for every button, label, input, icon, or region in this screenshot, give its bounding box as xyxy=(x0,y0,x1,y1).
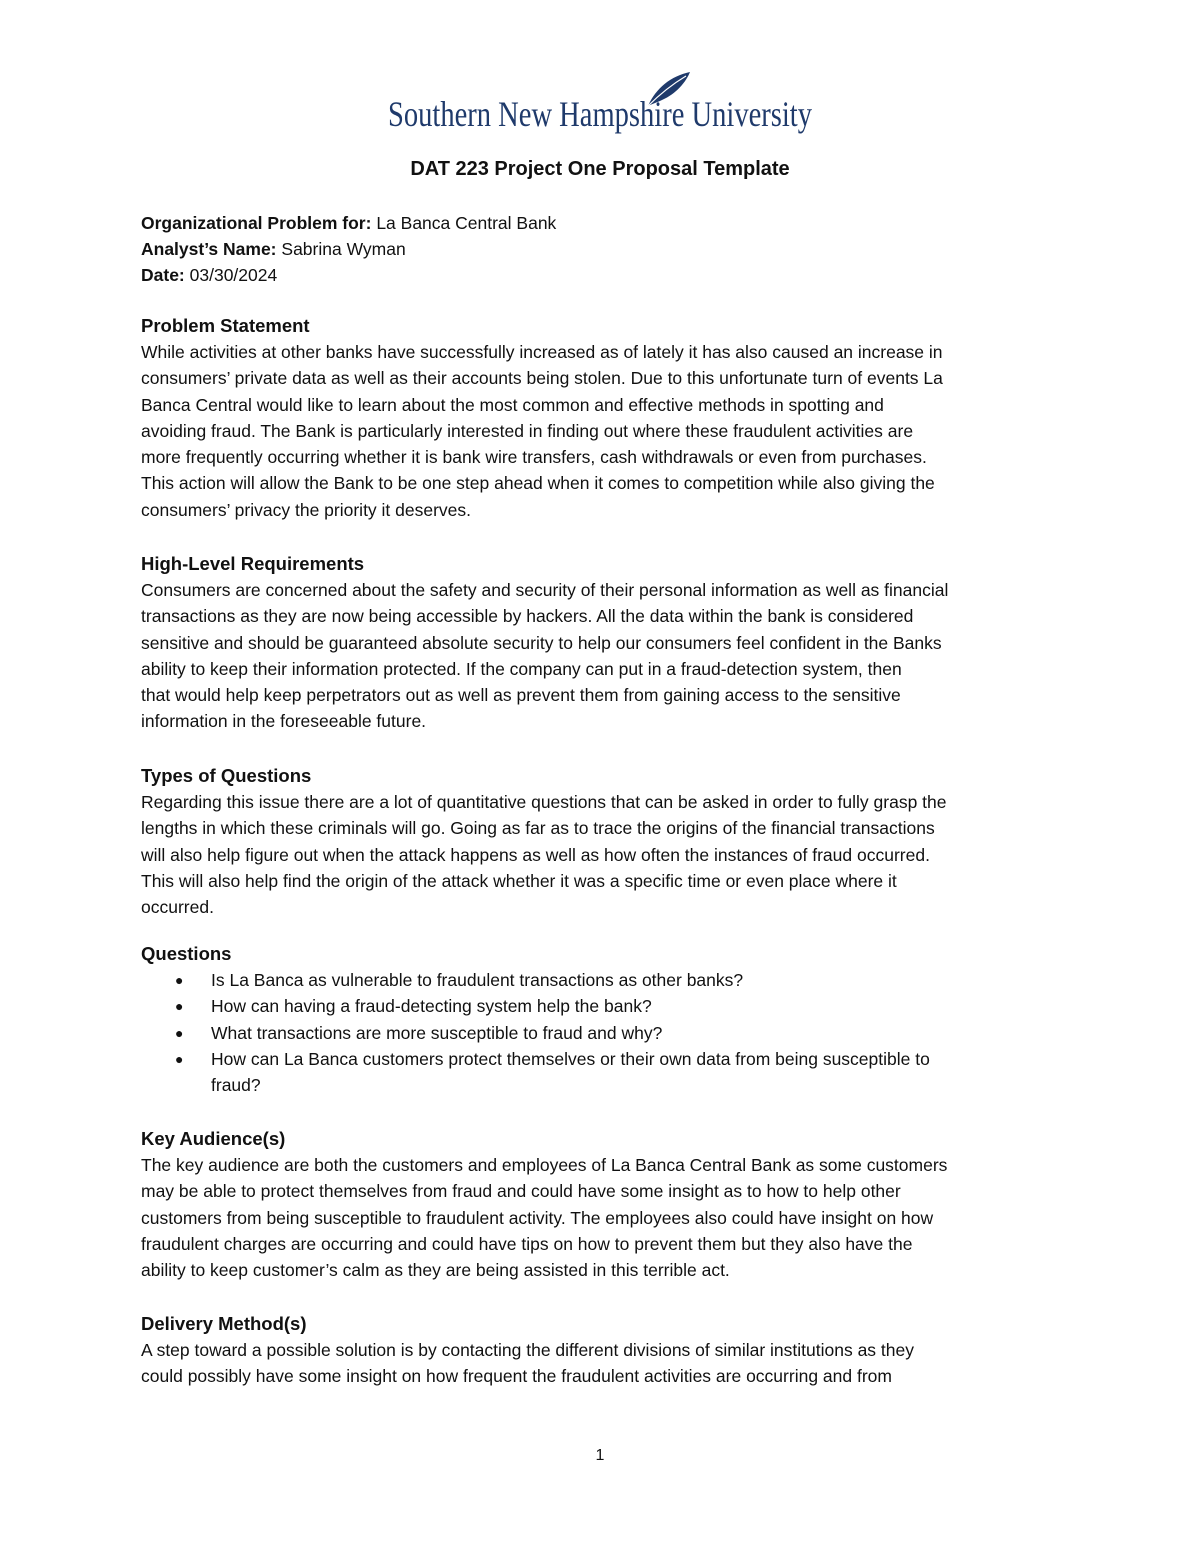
body-line: Banca Central would like to learn about the most common and effective methods in spotting and xyxy=(141,394,884,415)
bullet-dot-icon: ● xyxy=(175,1024,184,1041)
body-line: A step toward a possible solution is by contacting the different divisions of similar institutions as they xyxy=(141,1340,914,1360)
analyst-value: Sabrina Wyman xyxy=(281,239,406,259)
section-delivery-methods xyxy=(141,1311,1061,1390)
questions-list xyxy=(141,967,1061,1098)
body-line: could possibly have some insight on how frequent the fraudulent activities are occurring and from xyxy=(141,1366,892,1387)
section-problem-statement xyxy=(141,313,1061,523)
body-line: will also help figure out when the attack happens as well as how often the instances of fraud occurred. xyxy=(141,844,930,865)
body-line: avoiding fraud. The Bank is particularly interested in finding out where these fraudulent activities are xyxy=(141,420,914,441)
section-body xyxy=(141,1152,1061,1283)
body-line: Consumers are concerned about the safety and security of their personal information as well as financial xyxy=(141,580,949,600)
body-line: transactions as they are now being accessible by hackers. All the data within the bank is considered xyxy=(141,606,914,627)
section-heading: Questions xyxy=(141,943,232,964)
list-item xyxy=(141,993,1061,1019)
section-heading: Delivery Method(s) xyxy=(141,1313,307,1334)
date-value: 03/30/2024 xyxy=(189,265,278,285)
body-line: information in the foreseeable future. xyxy=(141,711,427,732)
list-item xyxy=(141,1020,1061,1046)
section-types-of-questions xyxy=(141,763,1061,920)
bullet-dot-icon: ● xyxy=(175,998,184,1015)
bullet-dot-icon: ● xyxy=(175,972,184,988)
section-body xyxy=(141,1337,1061,1390)
body-line: more frequently occurring whether it is bank wire transfers, cash withdrawals or even from purchases. xyxy=(141,447,927,468)
section-heading: Problem Statement xyxy=(141,315,310,336)
body-line: occurred. xyxy=(141,897,214,918)
page-number: 1 xyxy=(595,1447,605,1464)
section-heading: High-Level Requirements xyxy=(141,553,365,574)
logo-wordmark: Southern New Hampshire University xyxy=(388,94,812,134)
question-text: What transactions are more susceptible to fraud and why? xyxy=(211,1022,663,1043)
body-line: sensitive and should be guaranteed absolute security to help our consumers feel confident in the Banks xyxy=(141,632,942,653)
date-label: Date: xyxy=(141,265,185,285)
snhu-logo xyxy=(386,68,816,138)
body-line: This will also help find the origin of the attack whether it was a specific time or even place where it xyxy=(141,870,897,891)
body-line: ability to keep customer’s calm as they are being assisted in this terrible act. xyxy=(141,1260,730,1281)
question-text: How can having a fraud-detecting system help the bank? xyxy=(211,996,652,1017)
bullet-dot-icon: ● xyxy=(175,1050,184,1067)
body-line: ability to keep their information protected. If the company can put in a fraud-detection system, then xyxy=(141,658,902,679)
body-line: Regarding this issue there are a lot of quantitative questions that can be asked in order to fully grasp the xyxy=(141,792,947,812)
section-body xyxy=(141,339,1061,523)
date-line xyxy=(141,262,1061,288)
analyst-label: Analyst’s Name: xyxy=(141,239,277,259)
org-value: La Banca Central Bank xyxy=(376,213,557,233)
proposal-meta xyxy=(141,210,1061,288)
body-line: This action will allow the Bank to be one step ahead when it comes to competition while also giving the xyxy=(141,473,935,494)
section-questions xyxy=(141,941,1061,1098)
org-line xyxy=(141,210,1061,236)
body-line: lengths in which these criminals will go. Going as far as to trace the origins of the financial transactions xyxy=(141,818,935,839)
list-item xyxy=(141,967,1061,993)
body-line: While activities at other banks have successfully increased as of lately it has also caused an increase in xyxy=(141,342,943,362)
body-line: fraudulent charges are occurring and could have tips on how to prevent them but they also have the xyxy=(141,1233,913,1254)
org-label: Organizational Problem for: xyxy=(141,213,372,233)
body-line: consumers’ private data as well as their accounts being stolen. Due to this unfortunate turn of events La xyxy=(141,368,943,389)
question-text: fraud? xyxy=(211,1075,261,1096)
section-body xyxy=(141,789,1061,920)
section-heading: Types of Questions xyxy=(141,765,312,786)
body-line: may be able to protect themselves from fraud and could have some insight as to how to help other xyxy=(141,1181,901,1202)
section-requirements xyxy=(141,551,1061,735)
body-line: that would help keep perpetrators out as well as prevent them from gaining access to the sensitive xyxy=(141,685,901,706)
section-heading: Key Audience(s) xyxy=(141,1128,286,1149)
question-text: Is La Banca as vulnerable to fraudulent transactions as other banks? xyxy=(211,970,744,990)
analyst-line xyxy=(141,236,1061,262)
body-line: The key audience are both the customers and employees of La Banca Central Bank as some customers xyxy=(141,1155,948,1175)
section-body xyxy=(141,577,1061,735)
section-key-audience xyxy=(141,1126,1061,1283)
list-item xyxy=(141,1046,1061,1099)
document-title: DAT 223 Project One Proposal Template xyxy=(410,158,790,180)
body-line: consumers’ privacy the priority it deserves. xyxy=(141,499,472,520)
body-line: customers from being susceptible to fraudulent activity. The employees also could have insight on how xyxy=(141,1207,934,1228)
logo-graphic xyxy=(386,68,816,138)
question-text: How can La Banca customers protect themselves or their own data from being susceptible to xyxy=(211,1048,930,1069)
